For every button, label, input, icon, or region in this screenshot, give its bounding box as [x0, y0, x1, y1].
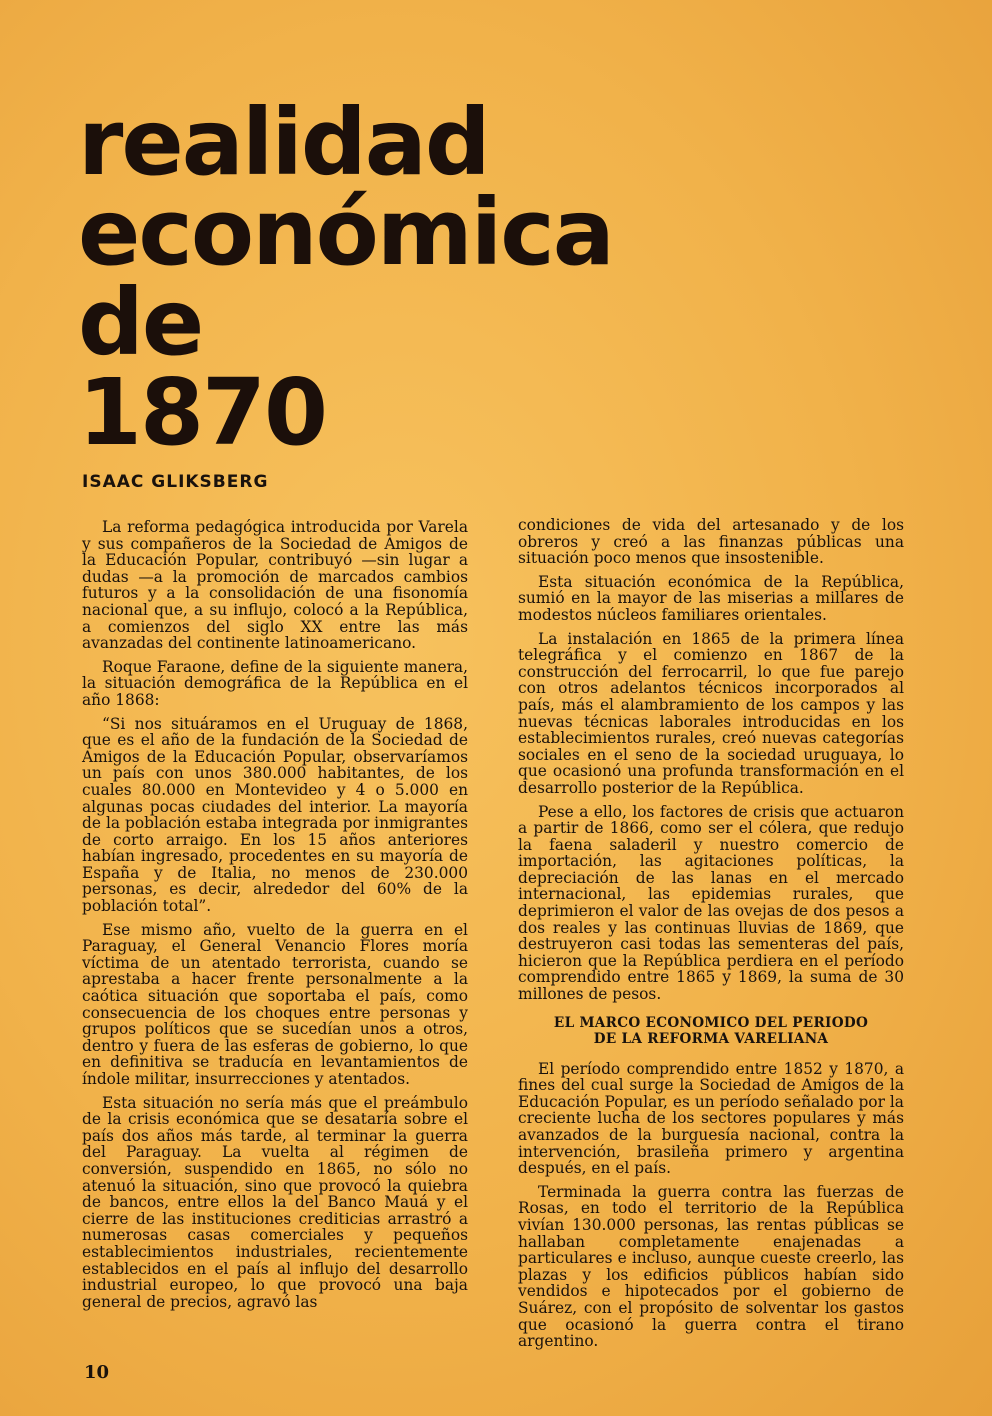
page-number: 10: [84, 1362, 110, 1383]
section-heading-line: DE LA REFORMA VARELIANA: [593, 1030, 829, 1047]
right-column: [518, 517, 904, 1357]
title-line: realidad: [78, 89, 489, 196]
section-heading-line: EL MARCO ECONOMICO DEL PERIODO: [553, 1014, 869, 1031]
title-line: económica: [78, 179, 613, 286]
body-paragraph: Roque Faraone, define de la siguiente manera, la situación demográfica de la República en el año 1868:: [82, 657, 468, 709]
title-line: de: [78, 269, 203, 376]
body-paragraph: La reforma pedagógica introducida por Varela y sus compañeros de la Sociedad de Amigos de la Educación Popular, contribuyó —sin lugar a dudas —a la promoción de marcados cambios futuros y a la consolidación de una fisonomía nacional que, a su influjo, colocó a la República, a comienzos del siglo XX entre las más avanzadas del continente latinoamericano.: [82, 518, 468, 653]
body-paragraph: Esta situación económica de la República, sumió en la mayor de las miserias a millares de modestos núcleos familiares orientales.: [518, 572, 904, 624]
body-paragraph: La instalación en 1865 de la primera línea telegráfica y el comienzo en 1867 de la construcción del ferrocarril, lo que fue parejo con otros adelantos técnicos incorporados al país, más el alambramiento de los campos y las nuevas técnicas laborales introducidas en los establecimientos rurales, creó nuevas categorías sociales en el seno de la sociedad uruguaya, lo que ocasionó una profunda transformación en el desarrollo posterior de la República.: [518, 629, 904, 797]
body-paragraph: Terminada la guerra contra las fuerzas de Rosas, en todo el territorio de la República vivían 130.000 personas, las rentas públicas se hallaban completamente enajenadas a particulares e incluso, aunque cueste creerlo, las plazas y los edificios públicos habían sido vendidos e hipotecados por el gobierno de Suárez, con el propósito de solventar los gastos que ocasionó la guerra contra el tirano argentino.: [518, 1182, 904, 1351]
quote-paragraph: “Si nos situáramos en el Uruguay de 1868, que es el año de la fundación de la Sociedad de Amigos de la Educación Popular, observaríamos un país con unos 380.000 habitantes, de los cuales 80.000 en Montevideo y 4 o 5.000 en algunas pocas ciudades del interior. La mayoría de la población estaba integrada por inmigrantes de corto arraigo. En los 15 años anteriores habían ingresado, procedentes en su mayoría de España y de Italia, no menos de 230.000 personas, es decir, alrededor del 60% de la población total”.: [82, 714, 468, 916]
article-title: [78, 89, 613, 466]
left-column: [82, 519, 468, 1317]
body-paragraph: El período comprendido entre 1852 y 1870, a fines del cual surge la Sociedad de Amigos de la Educación Popular, es un período señalado por la creciente lucha de los sectores populares y más avanzados de la burguesía nacional, contra la intervención, brasileña primero y argentina después, en el país.: [518, 1059, 904, 1178]
continued-paragraph: condiciones de vida del artesanado y de los obreros y creó a las finanzas públicas una situación poco menos que insostenible.: [518, 516, 904, 568]
section-heading: [518, 1015, 904, 1047]
body-paragraph: Esta situación no sería más que el preámbulo de la crisis económica que se desataría sobre el país dos años más tarde, al terminar la guerra del Paraguay. La vuelta al régimen de conversión, suspendido en 1865, no sólo no atenuó la situación, sino que provocó la quiebra de bancos, entre ellos la del Banco Mauá y el cierre de las instituciones crediticias arrastró a numerosas casas comerciales y pequeños establecimientos industriales, recientemente establecidos en el país al influjo del desarrollo industrial europeo, lo que provocó una baja general de precios, agravó las: [82, 1093, 468, 1311]
body-paragraph: Ese mismo año, vuelto de la guerra en el Paraguay, el General Venancio Flores moría víctima de un atentado terrorista, cuando se aprestaba a hacer frente personalmente a la caótica situación que soportaba el país, como consecuencia de los choques entre personas y grupos políticos que se sucedían unos a otros, dentro y fuera de las esferas de gobierno, lo que en definitiva se traducía en levantamientos de índole militar, insurrecciones y atentados.: [82, 920, 468, 1088]
title-line: 1870: [78, 359, 327, 466]
author-byline: ISAAC GLIKSBERG: [82, 472, 269, 492]
body-paragraph: Pese a ello, los factores de crisis que actuaron a partir de 1866, como ser el cólera, que redujo la faena saladeril y nuestro comercio de importación, las agitaciones políticas, la depreciación de las lanas en el mercado internacional, las epidemias rurales, que deprimieron el valor de las ovejas de dos pesos a dos reales y las continuas lluvias de 1869, que destruyeron casi todas las sementeras del país, hicieron que la República perdiera en el período comprendido entre 1865 y 1869, la suma de 30 millones de pesos.: [518, 802, 904, 1004]
